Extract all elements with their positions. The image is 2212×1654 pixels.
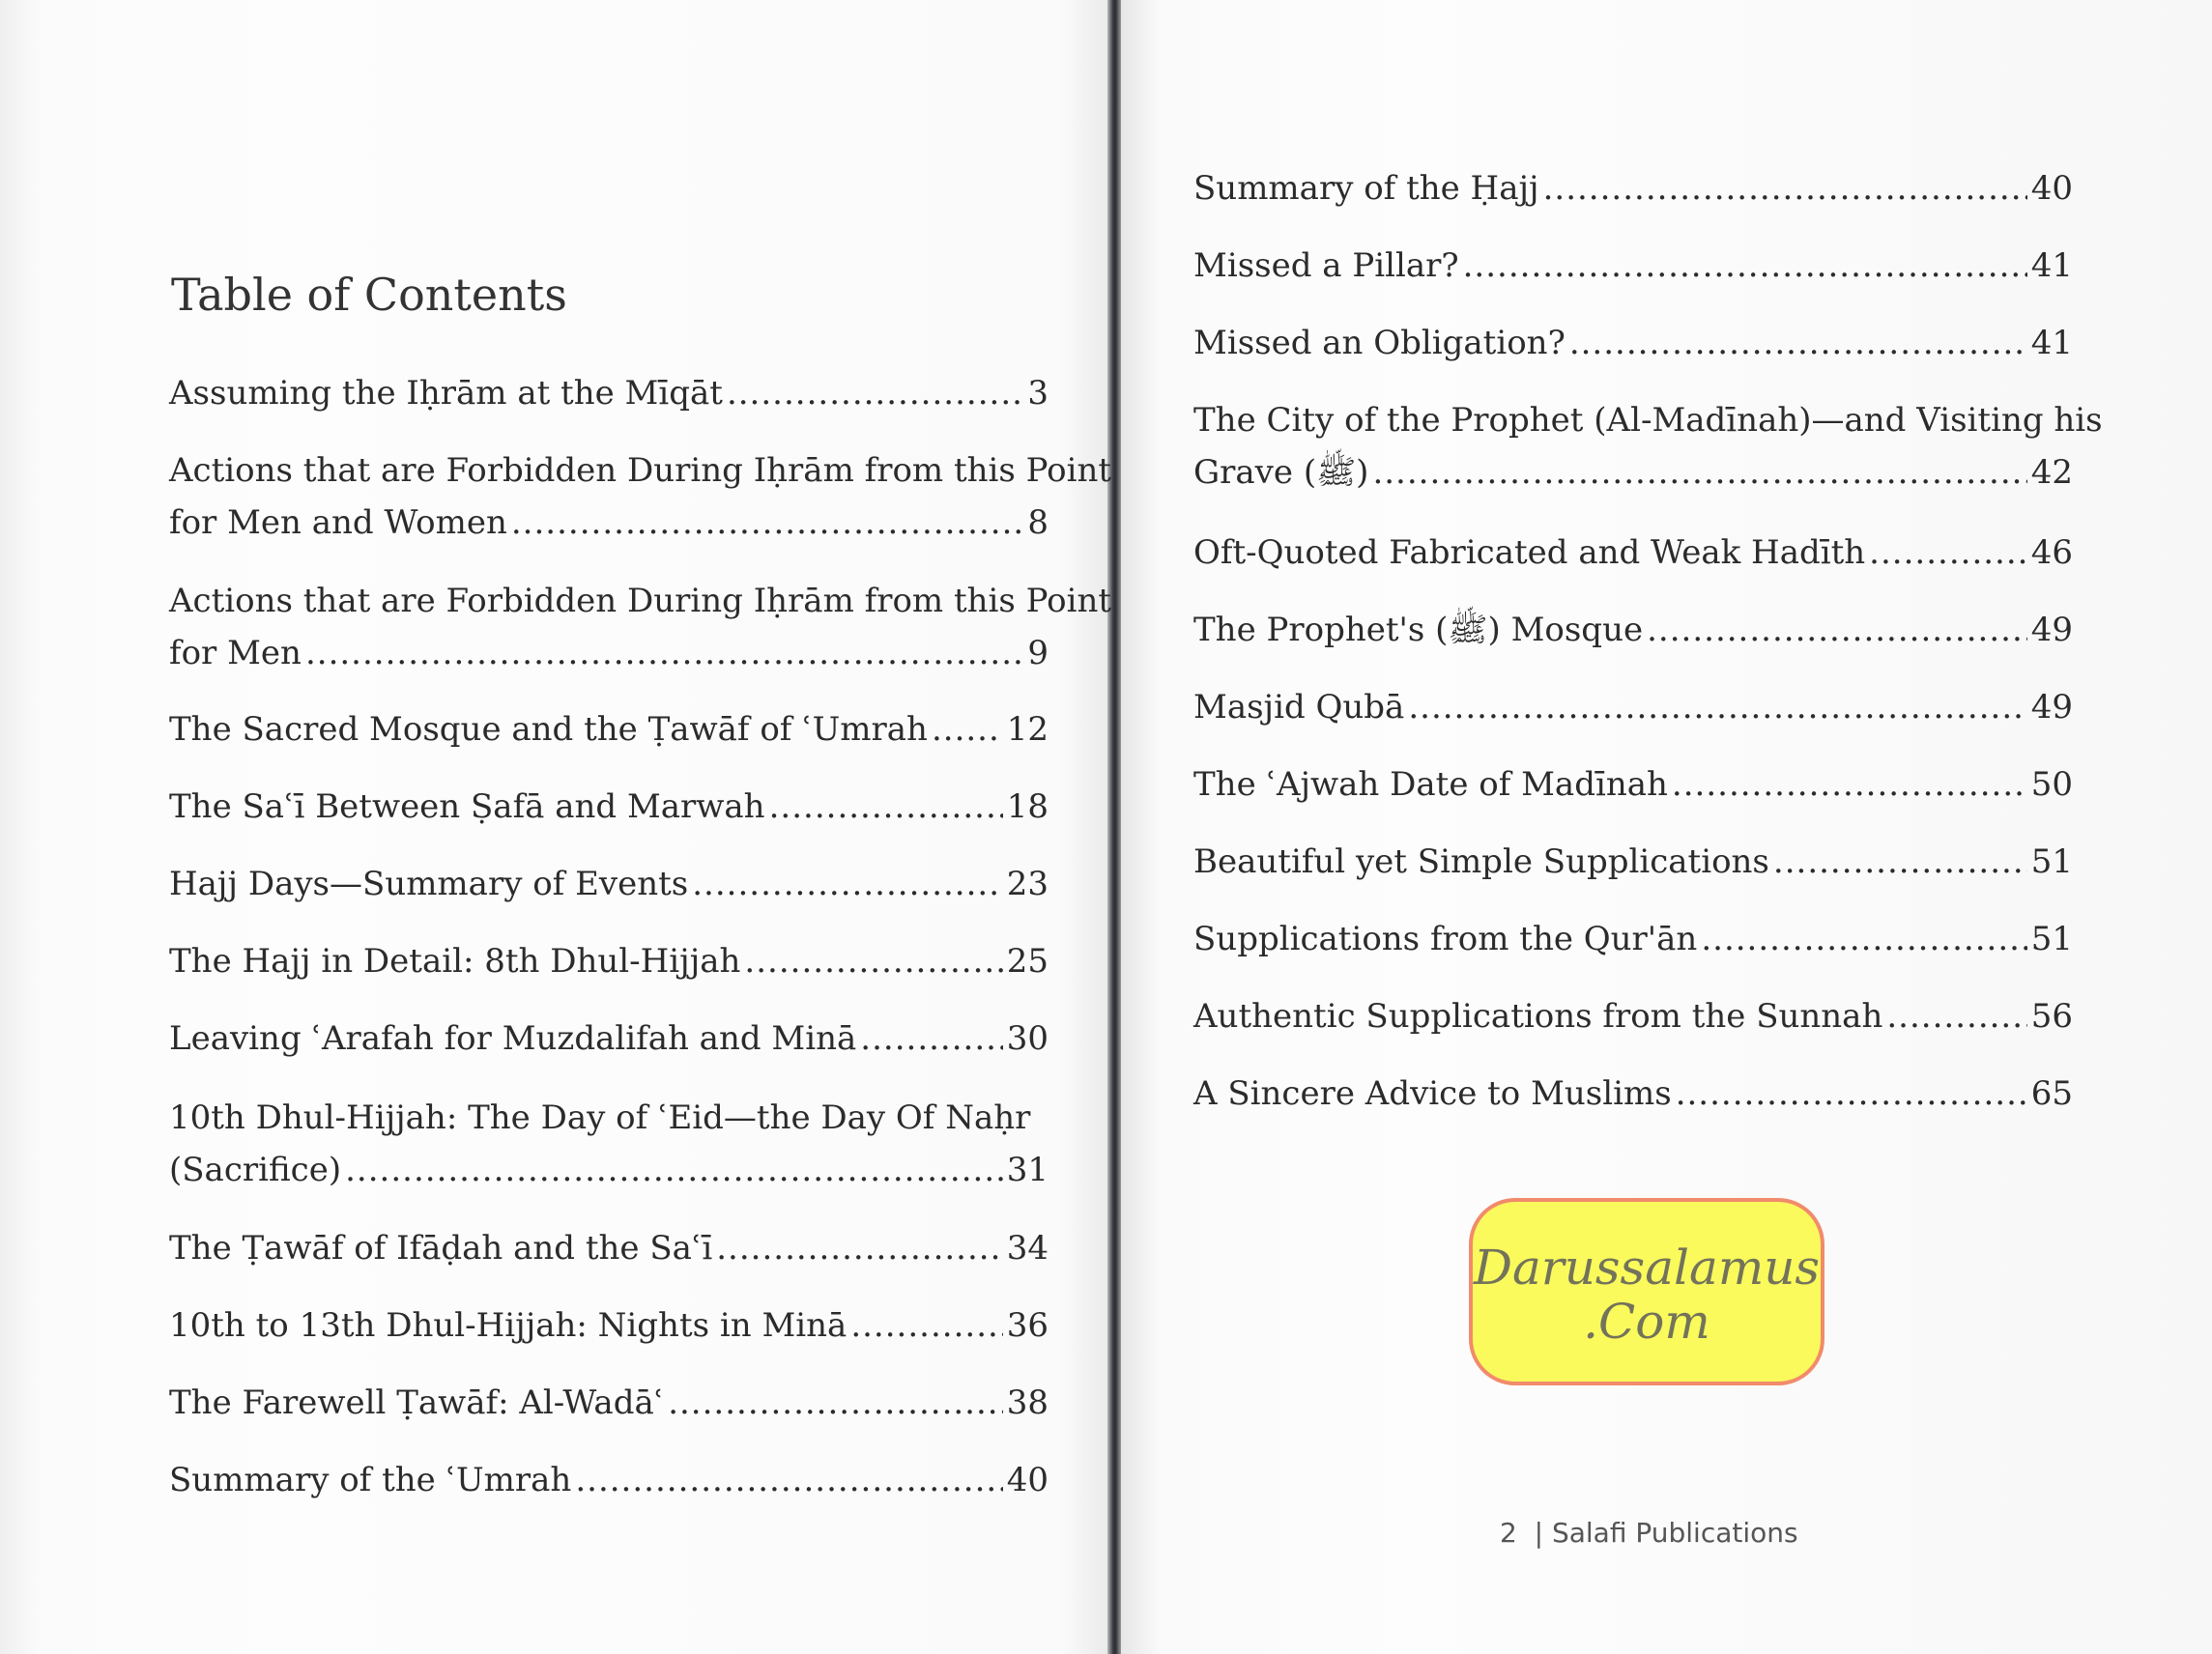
toc-entry <box>1193 394 2103 499</box>
toc-entry <box>1193 162 2073 214</box>
toc-entry <box>1193 990 2073 1042</box>
toc-entry-page: 3 <box>1027 374 1049 413</box>
toc-entry-page: 50 <box>2030 765 2073 804</box>
dot-leader <box>345 1144 1003 1196</box>
toc-entry-title: The Ṭawāf of Ifāḍah and the Saʿī <box>169 1229 713 1268</box>
toc-entry-title: Masjid Qubā <box>1193 688 1405 727</box>
toc-entry-page: 42 <box>2030 453 2073 492</box>
toc-entry-page: 40 <box>2030 169 2073 208</box>
toc-entry <box>169 781 1049 833</box>
toc-entry <box>169 575 1112 679</box>
toc-entry-title: Actions that are Forbidden During Iḥrām from this Point <box>169 582 1112 620</box>
toc-entry-page: 46 <box>2030 533 2073 572</box>
toc-entry-title: The Farewell Ṭawāf: Al-Wadāʿ <box>169 1383 665 1422</box>
toc-entry-title: The ʿAjwah Date of Madīnah <box>1193 765 1668 804</box>
toc-entry-title: Assuming the Iḥrām at the Mīqāt <box>169 374 723 413</box>
book-spine <box>1107 0 1121 1654</box>
dot-leader <box>860 1012 1002 1065</box>
toc-entry-page: 41 <box>2030 246 2073 285</box>
dot-leader <box>668 1377 1003 1429</box>
toc-entry-title: Grave (ﷺ) <box>1193 453 1369 492</box>
dot-leader <box>1773 836 2027 888</box>
dot-leader <box>1463 240 2027 292</box>
toc-entry-title: for Men and Women <box>169 503 507 542</box>
toc-entry-title: Missed an Obligation? <box>1193 324 1566 362</box>
toc-entry <box>169 1454 1049 1506</box>
dot-leader <box>1408 681 2026 733</box>
toc-entry-title: Supplications from the Qur'ān <box>1193 920 1698 958</box>
toc-entry-page: 51 <box>2030 920 2073 958</box>
dot-leader <box>1647 604 2027 656</box>
dot-leader <box>1676 1068 2027 1120</box>
toc-entry-title: Actions that are Forbidden During Iḥrām from this Point <box>169 451 1112 490</box>
dot-leader <box>716 1222 1003 1274</box>
toc-entry-title: Summary of the ʿUmrah <box>169 1461 572 1499</box>
toc-entry-page: 23 <box>1006 865 1049 903</box>
toc-entry-title: Authentic Supplications from the Sunnah <box>1193 997 1883 1036</box>
toc-entry <box>1193 836 2073 888</box>
toc-entry-title: The Prophet's (ﷺ) Mosque <box>1193 611 1644 649</box>
toc-entry <box>1193 240 2073 292</box>
toc-entry-title: Hajj Days—Summary of Events <box>169 865 689 903</box>
page-footer: 2 | Salafi Publications <box>1500 1517 1798 1549</box>
dot-leader <box>769 781 1003 833</box>
toc-entry <box>169 1222 1049 1274</box>
toc-entry-page: 18 <box>1006 787 1049 826</box>
toc-entry <box>169 444 1112 549</box>
toc-entry <box>169 1299 1049 1352</box>
toc-entry-page: 56 <box>2030 997 2073 1036</box>
toc-entry <box>1193 317 2073 369</box>
toc-entry-title: (Sacrifice) <box>169 1151 342 1189</box>
dot-leader <box>850 1299 1002 1352</box>
dot-leader <box>744 935 1002 987</box>
dot-leader <box>932 703 1003 756</box>
toc-entry-title: Missed a Pillar? <box>1193 246 1459 285</box>
toc-entry-title: 10th to 13th Dhul-Hijjah: Nights in Minā <box>169 1306 847 1345</box>
dot-leader <box>692 858 1003 910</box>
toc-entry-page: 8 <box>1027 503 1049 542</box>
dot-leader <box>305 627 1023 679</box>
toc-entry <box>1193 604 2073 656</box>
dot-leader <box>1869 527 2027 579</box>
toc-entry-title: Summary of the Ḥajj <box>1193 169 1539 208</box>
toc-entry-page: 34 <box>1006 1229 1049 1268</box>
toc-entry <box>1193 758 2073 811</box>
toc-entry <box>1193 1068 2073 1120</box>
toc-entry <box>169 1012 1049 1065</box>
toc-entry-page: 38 <box>1006 1383 1049 1422</box>
watermark-line2: .Com <box>1583 1294 1710 1350</box>
toc-entry <box>169 367 1049 419</box>
toc-entry-page: 49 <box>2030 611 2073 649</box>
dot-leader <box>1372 446 2026 499</box>
dot-leader <box>1569 317 2027 369</box>
toc-entry-page: 31 <box>1006 1151 1049 1189</box>
toc-entry-title: Beautiful yet Simple Supplications <box>1193 842 1769 881</box>
toc-entry-title: 10th Dhul-Hijjah: The Day of ʿEid—the Day Of Naḥr <box>169 1098 1031 1137</box>
toc-entry <box>169 1377 1049 1429</box>
toc-entry-page: 41 <box>2030 324 2073 362</box>
toc-entry-page: 25 <box>1006 942 1049 981</box>
toc-entry-title: The City of the Prophet (Al-Madīnah)—and Visiting his <box>1193 401 2103 440</box>
toc-entry <box>169 703 1049 756</box>
toc-entry-title: Leaving ʿArafah for Muzdalifah and Minā <box>169 1019 857 1058</box>
watermark <box>1469 1198 1824 1385</box>
toc-entry-title: The Sacred Mosque and the Ṭawāf of ʿUmrah <box>169 710 928 749</box>
dot-leader <box>1543 162 2027 214</box>
toc-entry-title: Oft-Quoted Fabricated and Weak Hadīth <box>1193 533 1866 572</box>
dot-leader <box>575 1454 1002 1506</box>
toc-entry <box>169 935 1049 987</box>
toc-entry-page: 30 <box>1006 1019 1049 1058</box>
dot-leader <box>511 497 1023 549</box>
toc-entry-title: for Men <box>169 634 302 672</box>
toc-entry <box>1193 681 2073 733</box>
toc-entry-title: The Saʿī Between Ṣafā and Marwah <box>169 787 765 826</box>
toc-entry <box>169 1092 1049 1196</box>
toc-entry <box>169 858 1049 910</box>
dot-leader <box>1672 758 2027 811</box>
dot-leader <box>1701 913 2026 965</box>
dot-leader <box>1886 990 2026 1042</box>
toc-entry-page: 51 <box>2030 842 2073 881</box>
toc-entry-page: 49 <box>2030 688 2073 727</box>
watermark-line1: Darussalamus <box>1473 1240 1821 1296</box>
toc-entry <box>1193 527 2073 579</box>
toc-entry-page: 9 <box>1027 634 1049 672</box>
toc-entry-title: The Hajj in Detail: 8th Dhul-Hijjah <box>169 942 741 981</box>
dot-leader <box>727 367 1023 419</box>
toc-entry <box>1193 913 2073 965</box>
toc-title: Table of Contents <box>171 269 567 321</box>
toc-entry-page: 36 <box>1006 1306 1049 1345</box>
toc-entry-page: 65 <box>2030 1074 2073 1113</box>
toc-entry-page: 40 <box>1006 1461 1049 1499</box>
toc-entry-page: 12 <box>1006 710 1049 749</box>
toc-entry-title: A Sincere Advice to Muslims <box>1193 1074 1672 1113</box>
